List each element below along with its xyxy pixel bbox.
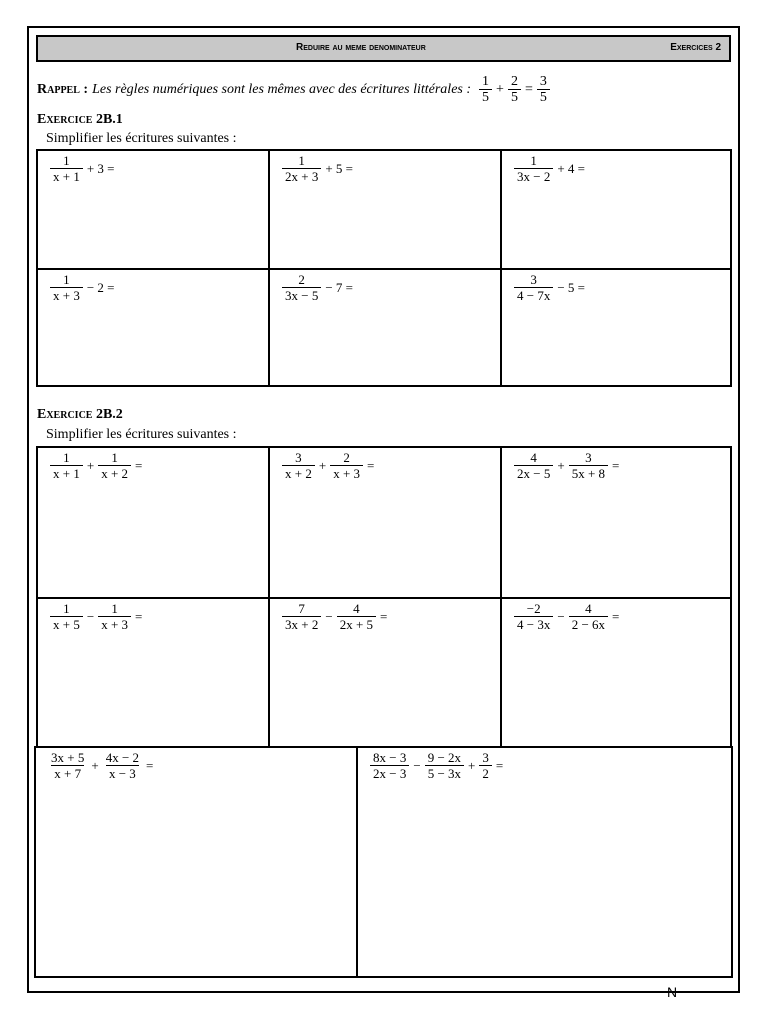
rappel-text: Les règles numériques sont les mêmes avec des écritures littérales : — [92, 81, 472, 97]
exercise-1-grid — [36, 149, 732, 387]
header-bar — [36, 35, 731, 62]
exercise-1-title: Exercice 2B.1 — [37, 112, 123, 127]
exercise-cell[interactable]: $\frac{1}{2x + 3}$ + 5 = — [270, 151, 502, 270]
page-corner-mark: N — [667, 984, 678, 1000]
exercise-1-instruction: Simplifier les écritures suivantes : — [46, 131, 237, 146]
header-title: Reduire au meme denominateur — [296, 42, 426, 53]
exercise-cell[interactable]: $\frac{4}{2x - 5}$ + $\frac{3}{5x + 8}$ = — [502, 448, 730, 599]
exercise-2-title: Exercice 2B.2 — [37, 407, 123, 422]
exercise-cell[interactable]: $\frac{3}{4 - 7x}$ − 5 = — [502, 270, 730, 385]
exercise-cell[interactable]: $\frac{1}{x + 3}$ − 2 = — [38, 270, 270, 385]
fraction: $\frac{2}{5}$ — [508, 74, 521, 105]
fraction: $\frac{1}{5}$ — [479, 74, 492, 105]
header-exercises: Exercices 2 — [670, 42, 721, 53]
exercise-cell[interactable]: $\frac{3x + 5}{x + 7}$ + $\frac{4x - 2}{x - 3}$ = — [36, 748, 358, 976]
operator: + — [496, 81, 504, 97]
operator: = — [524, 81, 533, 97]
fraction: $\frac{3}{5}$ — [537, 74, 550, 105]
exercise-cell[interactable]: $\frac{1}{x + 1}$ + 3 = — [38, 151, 270, 270]
exercise-cell[interactable]: $\frac{1}{x + 5}$ − $\frac{1}{x + 3}$ = — [38, 599, 270, 748]
exercise-cell[interactable]: $\frac{1}{3x - 2}$ + 4 = — [502, 151, 730, 270]
rappel-line — [37, 74, 552, 105]
rappel-label: Rappel : — [37, 81, 89, 97]
exercise-cell[interactable]: $\frac{-2}{4 - 3x}$ − $\frac{4}{2 - 6x}$ = — [502, 599, 730, 748]
exercise-cell[interactable]: $\frac{7}{3x + 2}$ − $\frac{4}{2x + 5}$ = — [270, 599, 502, 748]
exercise-cell[interactable]: $\frac{1}{x + 1}$ + $\frac{1}{x + 2}$ = — [38, 448, 270, 599]
exercise-cell[interactable]: $\frac{3}{x + 2}$ + $\frac{2}{x + 3}$ = — [270, 448, 502, 599]
exercise-cell[interactable]: $\frac{2}{3x - 5}$ − 7 = — [270, 270, 502, 385]
exercise-cell[interactable]: $\frac{8x - 3}{2x - 3}$ − $\frac{9 - 2x}{5 - 3x}$ + $\frac{3}{2}$ = — [358, 748, 731, 976]
exercise-2-bottom-grid — [34, 746, 733, 978]
exercise-2-grid — [36, 446, 732, 748]
exercise-2-instruction: Simplifier les écritures suivantes : — [46, 427, 237, 442]
